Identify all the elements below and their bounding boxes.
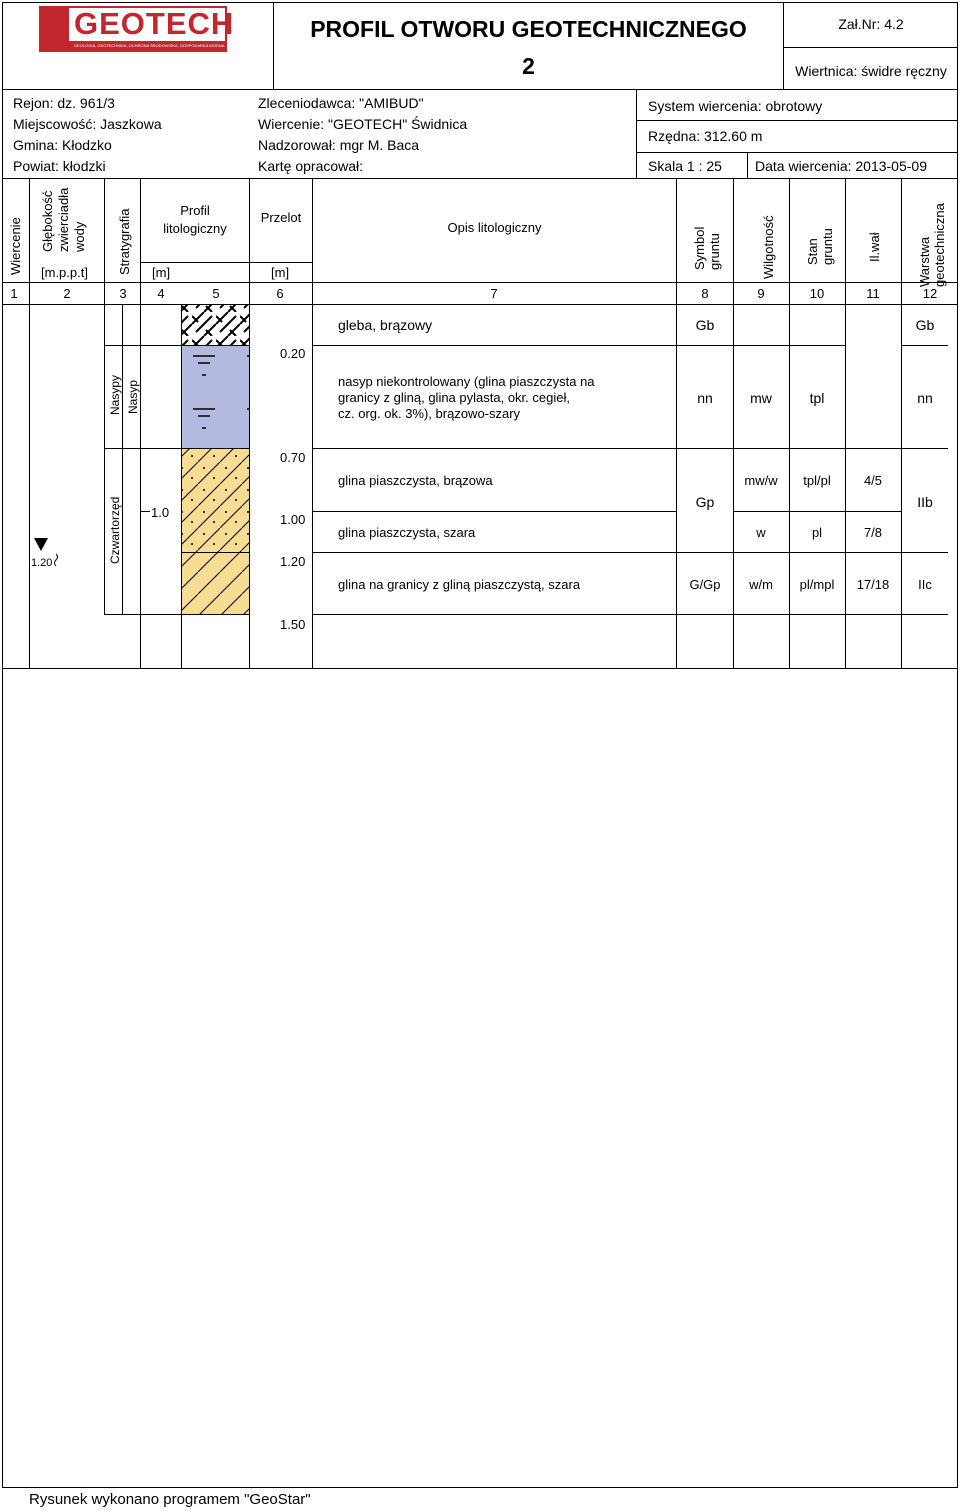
- layer-2-moisture: mw/w: [744, 473, 778, 488]
- info-client: Zleceniodawca: "AMIBUD": [258, 95, 424, 111]
- col-water-unit: [m.p.p.t]: [41, 265, 88, 280]
- logo-text: GEOTECH: [74, 6, 235, 41]
- borehole-number: 2: [522, 53, 535, 79]
- layer-4-symbol: G/Gp: [689, 577, 721, 592]
- depth-3: 1.20: [280, 554, 306, 569]
- col-water-depth: [40, 182, 88, 252]
- col-number-12: 12: [922, 286, 938, 301]
- layer-0-description: gleba, brązowy: [338, 317, 433, 333]
- col-number-6: 6: [276, 286, 284, 301]
- depth-2: 1.00: [280, 512, 306, 527]
- layer-3-moisture: w: [756, 525, 766, 540]
- col-number-5: 5: [212, 286, 220, 301]
- strat-nasypy: Nasypy: [108, 374, 122, 415]
- info-county: Powiat: kłodzki: [13, 158, 106, 174]
- info-municipality: Gmina: Kłodzko: [13, 137, 112, 153]
- col-soil-state-label: Stan gruntu: [805, 228, 835, 265]
- col-interval: Przelot: [260, 210, 302, 225]
- layer-4-state: pl/mpl: [799, 577, 835, 592]
- info-elevation: Rzędna: 312.60 m: [648, 128, 763, 144]
- col-number-7: 7: [490, 286, 498, 301]
- col-number-10: 10: [809, 286, 825, 301]
- col-profile-unit: [m]: [152, 265, 171, 280]
- depth-1: 0.70: [280, 450, 306, 465]
- info-drill-date: Data wiercenia: 2013-05-09: [755, 158, 927, 174]
- layer-0-geotech: Gb: [915, 317, 935, 333]
- layer-1-description-line-2: granicy z gliną, glina pylasta, okr. cegieł,: [338, 390, 570, 405]
- col-profile-label: Profil litologiczny: [163, 203, 227, 236]
- col-number-4: 4: [157, 286, 165, 301]
- col-moisture: Wilgotność: [761, 215, 776, 279]
- col-geotech-layer: [917, 197, 947, 287]
- layer-3-description: glina piaszczysta, szara: [338, 525, 476, 540]
- col-number-3: 3: [119, 286, 127, 301]
- layer-2-description: glina piaszczysta, brązowa: [338, 473, 493, 488]
- info-region: Rejon: dz. 961/3: [13, 95, 115, 111]
- water-depth-value: 1.20: [31, 557, 53, 569]
- litho-clay: [182, 553, 249, 614]
- info-drilling: Wiercenie: "GEOTECH" Świdnica: [258, 116, 468, 132]
- strat-czwartorzed: Czwartorzęd: [108, 496, 122, 564]
- litho-fill: [182, 346, 249, 448]
- logo-tagline: GEOLOGIA, GEOTECHNIKA, OCHRONA ŚRODOWISKA, GOSPODARKA WODNA: [74, 43, 225, 48]
- layer-1-description-line-3: cz. org. ok. 3%), brązowo-szary: [338, 406, 521, 421]
- col-number-1: 1: [10, 286, 18, 301]
- col-number-9: 9: [757, 286, 765, 301]
- layer-0-symbol: Gb: [695, 317, 715, 333]
- col-geotech-layer-label: Warstwa geotechniczna: [917, 203, 947, 287]
- col-interval-unit: [m]: [271, 265, 290, 280]
- layer-4-geotech: IIc: [918, 577, 932, 592]
- info-locality: Miejscowość: Jaszkowa: [13, 116, 162, 132]
- info-prepared-by: Kartę opracował:: [258, 158, 364, 174]
- col-profile: [150, 202, 240, 238]
- col-plasticity: Il.wał: [867, 232, 882, 262]
- col-number-2: 2: [63, 286, 71, 301]
- col-water-depth-label: Głębokość zwierciadła wody: [40, 187, 87, 252]
- layer-3-state: pl: [811, 525, 823, 540]
- col-description: Opis litologiczny: [447, 220, 542, 235]
- info-supervisor: Nadzorował: mgr M. Baca: [258, 137, 420, 153]
- col-number-11: 11: [866, 286, 880, 301]
- layer-2-symbol: Gp: [695, 494, 715, 510]
- litho-soil: [182, 305, 249, 345]
- layer-4-moisture: w/m: [749, 577, 773, 592]
- layer-3-plasticity: 7/8: [863, 525, 883, 540]
- layer-2-geotech: IIb: [917, 494, 933, 510]
- col-drilling: Wiercenie: [8, 217, 23, 275]
- scale-mark: 1.0: [151, 505, 170, 520]
- layer-1-description-line-1: nasyp niekontrolowany (glina piaszczysta na: [338, 374, 595, 389]
- col-number-8: 8: [701, 286, 709, 301]
- layer-4-plasticity: 17/18: [856, 577, 890, 592]
- col-stratigraphy: Stratygrafia: [117, 208, 132, 275]
- layer-1-state: tpl: [809, 390, 825, 406]
- info-scale: Skala 1 : 25: [648, 158, 722, 174]
- layer-1-moisture: mw: [750, 390, 772, 406]
- footer-note: Rysunek wykonano programem "GeoStar": [29, 1491, 311, 1508]
- layer-2-plasticity: 4/5: [863, 473, 883, 488]
- litho-sandy-clay: [182, 449, 249, 552]
- col-soil-state: [805, 215, 835, 265]
- depth-0: 0.20: [280, 346, 306, 361]
- strat-nasyp: Nasyp: [126, 379, 140, 414]
- layer-4-description: glina na granicy z gliną piaszczystą, szara: [338, 577, 581, 592]
- col-soil-symbol-label: Symbol gruntu: [692, 226, 722, 270]
- appendix-number: Zał.Nr: 4.2: [838, 16, 904, 32]
- page-title: PROFIL OTWORU GEOTECHNICZNEGO: [310, 16, 747, 42]
- layer-1-symbol: nn: [697, 390, 713, 406]
- layer-2-state: tpl/pl: [803, 473, 831, 488]
- depth-4: 1.50: [280, 617, 306, 632]
- drill-rig: Wiertnica: świdre ręczny: [795, 63, 947, 79]
- info-drill-system: System wiercenia: obrotowy: [648, 98, 823, 114]
- col-soil-symbol: [692, 200, 722, 270]
- water-table-icon: [34, 538, 48, 551]
- layer-1-geotech: nn: [917, 390, 933, 406]
